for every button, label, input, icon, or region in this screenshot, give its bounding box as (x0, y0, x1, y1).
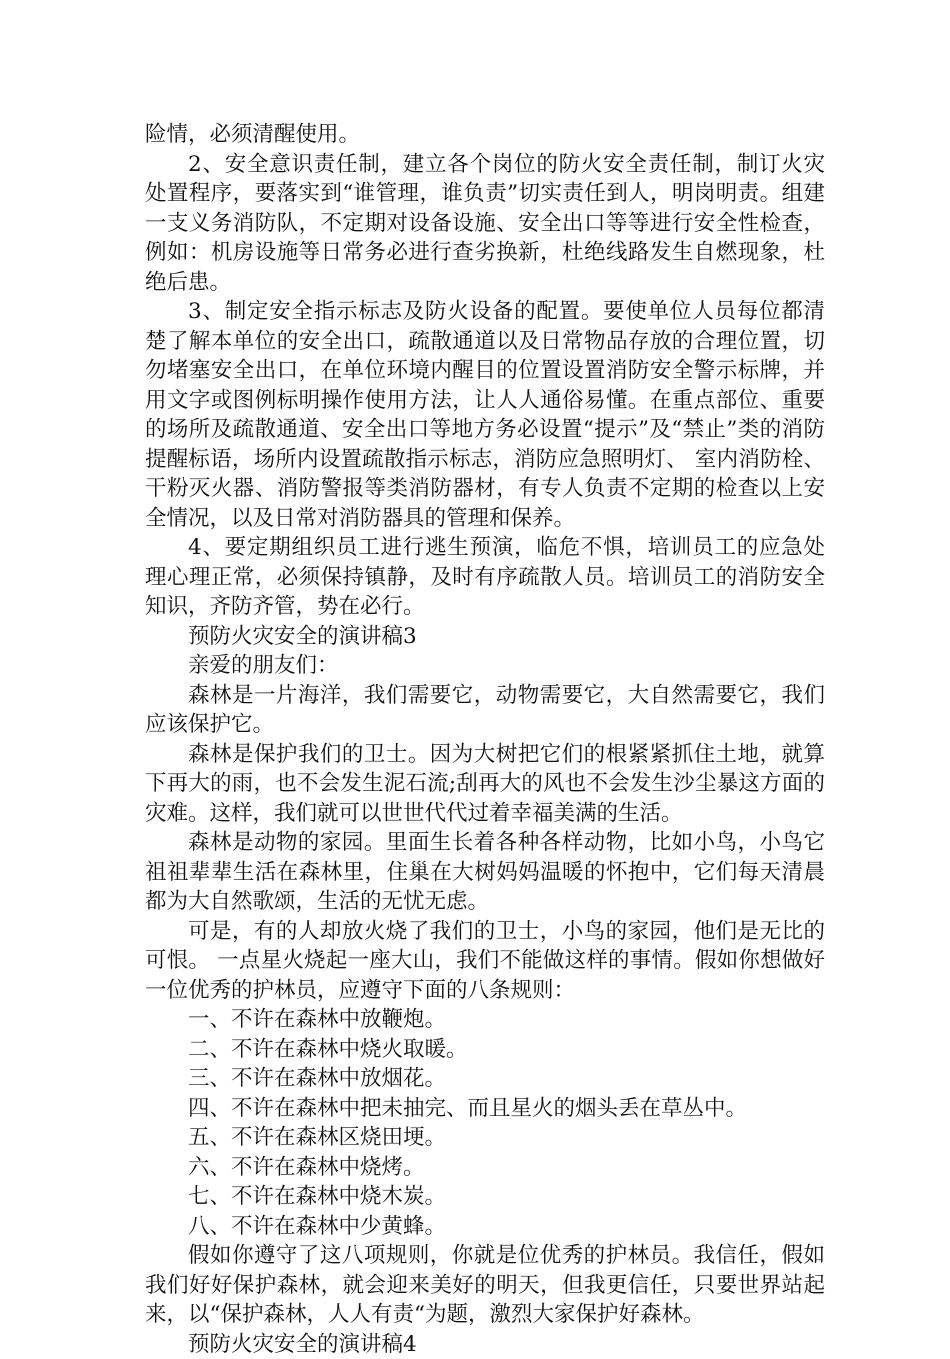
paragraph: 3、制定安全指示标志及防火设备的配置。要使单位人员每位都清楚了解本单位的安全出口，疏散通道以及日常物品存放的合理位置，切勿堵塞安全出口，在单位环境内醒目的位置设置消防安全警示标牌，并用文字或图例标明操作使用方法，让人人通俗易懂。在重点部位、重要的场所及疏散通道、安全出口等地方务必设置“提示”及“禁止”类的消防提醒标语，场所内设置疏散指示标志，消防应急照明灯、 室内消防栓、干粉灭火器、消防警报等类消防器材，有专人负责不定期的检查以上安全情况，以及日常对消防器具的管理和保养。 (145, 297, 825, 533)
paragraph: 4、要定期组织员工进行逃生预演，临危不惧，培训员工的应急处理心理正常，必须保持镇静，及时有序疏散人员。培训员工的消防安全知识，齐防齐管，势在必行。 (145, 533, 825, 622)
document-page (145, 120, 825, 1359)
paragraph: 险情，必须清醒使用。 (145, 120, 825, 150)
rule-item: 八、不许在森林中少黄蜂。 (145, 1212, 825, 1242)
paragraph: 可是，有的人却放火烧了我们的卫士，小鸟的家园，他们是无比的可恨。 一点星火烧起一座大山，我们不能做这样的事情。假如你想做好一位优秀的护林员，应遵守下面的八条规则： (145, 917, 825, 1006)
rule-item: 三、不许在森林中放烟花。 (145, 1064, 825, 1094)
paragraph: 假如你遵守了这八项规则，你就是位优秀的护林员。我信任，假如我们好好保护森林，就会迎来美好的明天，但我更信任，只要世界站起来，以“保护森林，人人有责“为题，激烈大家保护好森林。 (145, 1241, 825, 1330)
section-heading: 预防火灾安全的演讲稿3 (145, 622, 825, 652)
rule-item: 一、不许在森林中放鞭炮。 (145, 1005, 825, 1035)
salutation: 亲爱的朋友们： (145, 651, 825, 681)
rule-item: 六、不许在森林中烧烤。 (145, 1153, 825, 1183)
paragraph: 森林是保护我们的卫士。因为大树把它们的根紧紧抓住土地，就算下再大的雨，也不会发生泥石流;刮再大的风也不会发生沙尘暴这方面的灾难。这样，我们就可以世世代代过着幸福美满的生活。 (145, 740, 825, 829)
rule-item: 五、不许在森林区烧田埂。 (145, 1123, 825, 1153)
rule-item: 四、不许在森林中把未抽完、而且星火的烟头丢在草丛中。 (145, 1094, 825, 1124)
paragraph: 森林是动物的家园。里面生长着各种各样动物，比如小鸟，小鸟它祖祖辈辈生活在森林里，住巢在大树妈妈温暖的怀抱中，它们每天清晨都为大自然歌颂，生活的无忧无虑。 (145, 828, 825, 917)
section-heading: 预防火灾安全的演讲稿4 (145, 1330, 825, 1359)
paragraph: 森林是一片海洋，我们需要它，动物需要它，大自然需要它，我们应该保护它。 (145, 681, 825, 740)
paragraph: 2、安全意识责任制，建立各个岗位的防火安全责任制，制订火灾处置程序，要落实到“谁管理，谁负责”切实责任到人，明岗明责。组建一支义务消防队，不定期对设备设施、安全出口等等进行安全性检查，例如：机房设施等日常务必进行查劣换新，杜绝线路发生自燃现象，杜绝后患。 (145, 150, 825, 298)
rule-item: 二、不许在森林中烧火取暖。 (145, 1035, 825, 1065)
rule-item: 七、不许在森林中烧木炭。 (145, 1182, 825, 1212)
